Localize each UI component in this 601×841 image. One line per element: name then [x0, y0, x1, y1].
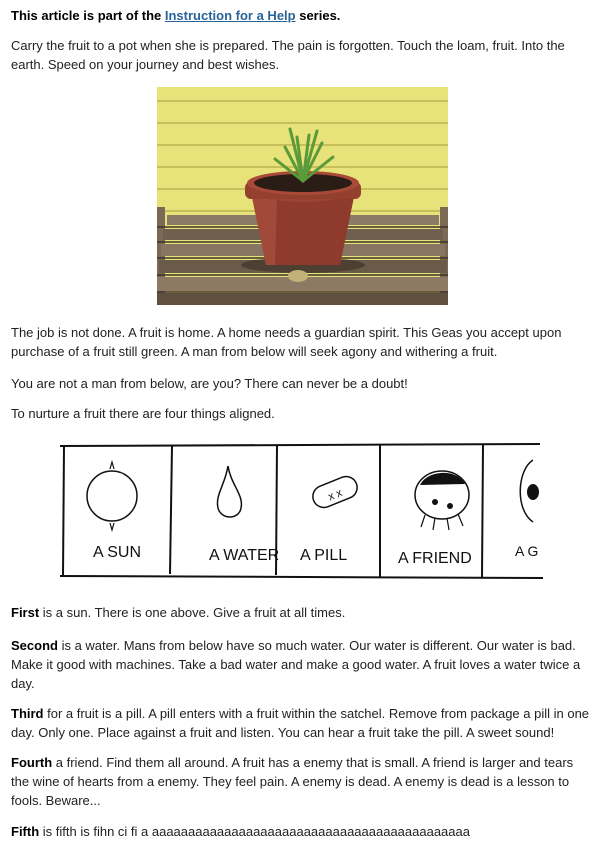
sun-icon [87, 462, 137, 530]
item-second-text: is a water. Mans from below have so much water. Our water is different. Our water is bad. Make it good with machines. Take a bad water and make a good water. A fruit loves a water twice a day. [11, 638, 581, 691]
series-link[interactable]: Instruction for a Help [164, 8, 296, 23]
item-third-lead: Third [11, 706, 44, 721]
item-second-lead: Second [11, 638, 58, 653]
water-drop-icon [217, 466, 241, 517]
series-notice [11, 6, 340, 25]
item-third [11, 704, 593, 742]
item-second [11, 636, 593, 693]
comic-caption-water: A WATER [209, 547, 280, 564]
partial-figure-icon [520, 460, 539, 522]
item-fourth-lead: Fourth [11, 755, 53, 770]
pill-icon [310, 473, 361, 511]
paragraph-four-things: To nurture a fruit there are four things aligned. [11, 406, 275, 421]
plant-pot-photo [157, 87, 448, 305]
item-fourth [11, 753, 593, 810]
svg-text:x x: x x [326, 486, 344, 504]
item-third-text: for a fruit is a pill. A pill enters with a fruit within the satchel. Remove from package a pill in one day. Only one. Place against a fruit and listen. You can hear a fruit take the pill. A sweet sound! [11, 706, 590, 740]
comic-caption-partial: A G [515, 543, 539, 559]
series-notice-prefix: This article is part of the [11, 8, 165, 23]
comic-caption-friend: A FRIEND [398, 550, 472, 567]
item-first-lead: First [11, 605, 40, 620]
four-things-comic [55, 440, 545, 585]
paragraph-pot: Carry the fruit to a pot when she is prepared. The pain is forgotten. Touch the loam, fruit. Into the earth. Speed on your journey and best wishes. [11, 38, 565, 72]
paragraph-doubt: You are not a man from below, are you? There can never be a doubt! [11, 376, 408, 391]
item-fifth [11, 822, 470, 841]
ladybug-icon [415, 471, 469, 530]
paragraph-job: The job is not done. A fruit is home. A home needs a guardian spirit. This Geas you accept upon purchase of a fruit still green. A man from below will seek agony and withering a fruit. [11, 325, 562, 359]
item-fifth-lead: Fifth [11, 824, 40, 839]
comic-caption-sun: A SUN [93, 544, 142, 561]
item-first-text: is a sun. There is one above. Give a fruit at all times. [39, 605, 346, 620]
comic-caption-pill: A PILL [300, 547, 348, 564]
item-first [11, 603, 345, 622]
series-notice-suffix: series. [295, 8, 341, 23]
item-fourth-text: a friend. Find them all around. A fruit has a enemy that is small. A friend is larger and tears the wine of hearts from a enemy. They feel pain. A enemy is dead. A enemy is dead is a lesson to fools. Beware... [11, 755, 574, 808]
item-fifth-text: is fifth is fihn ci fi a aaaaaaaaaaaaaaaaaaaaaaaaaaaaaaaaaaaaaaaaaaaa [39, 824, 470, 839]
